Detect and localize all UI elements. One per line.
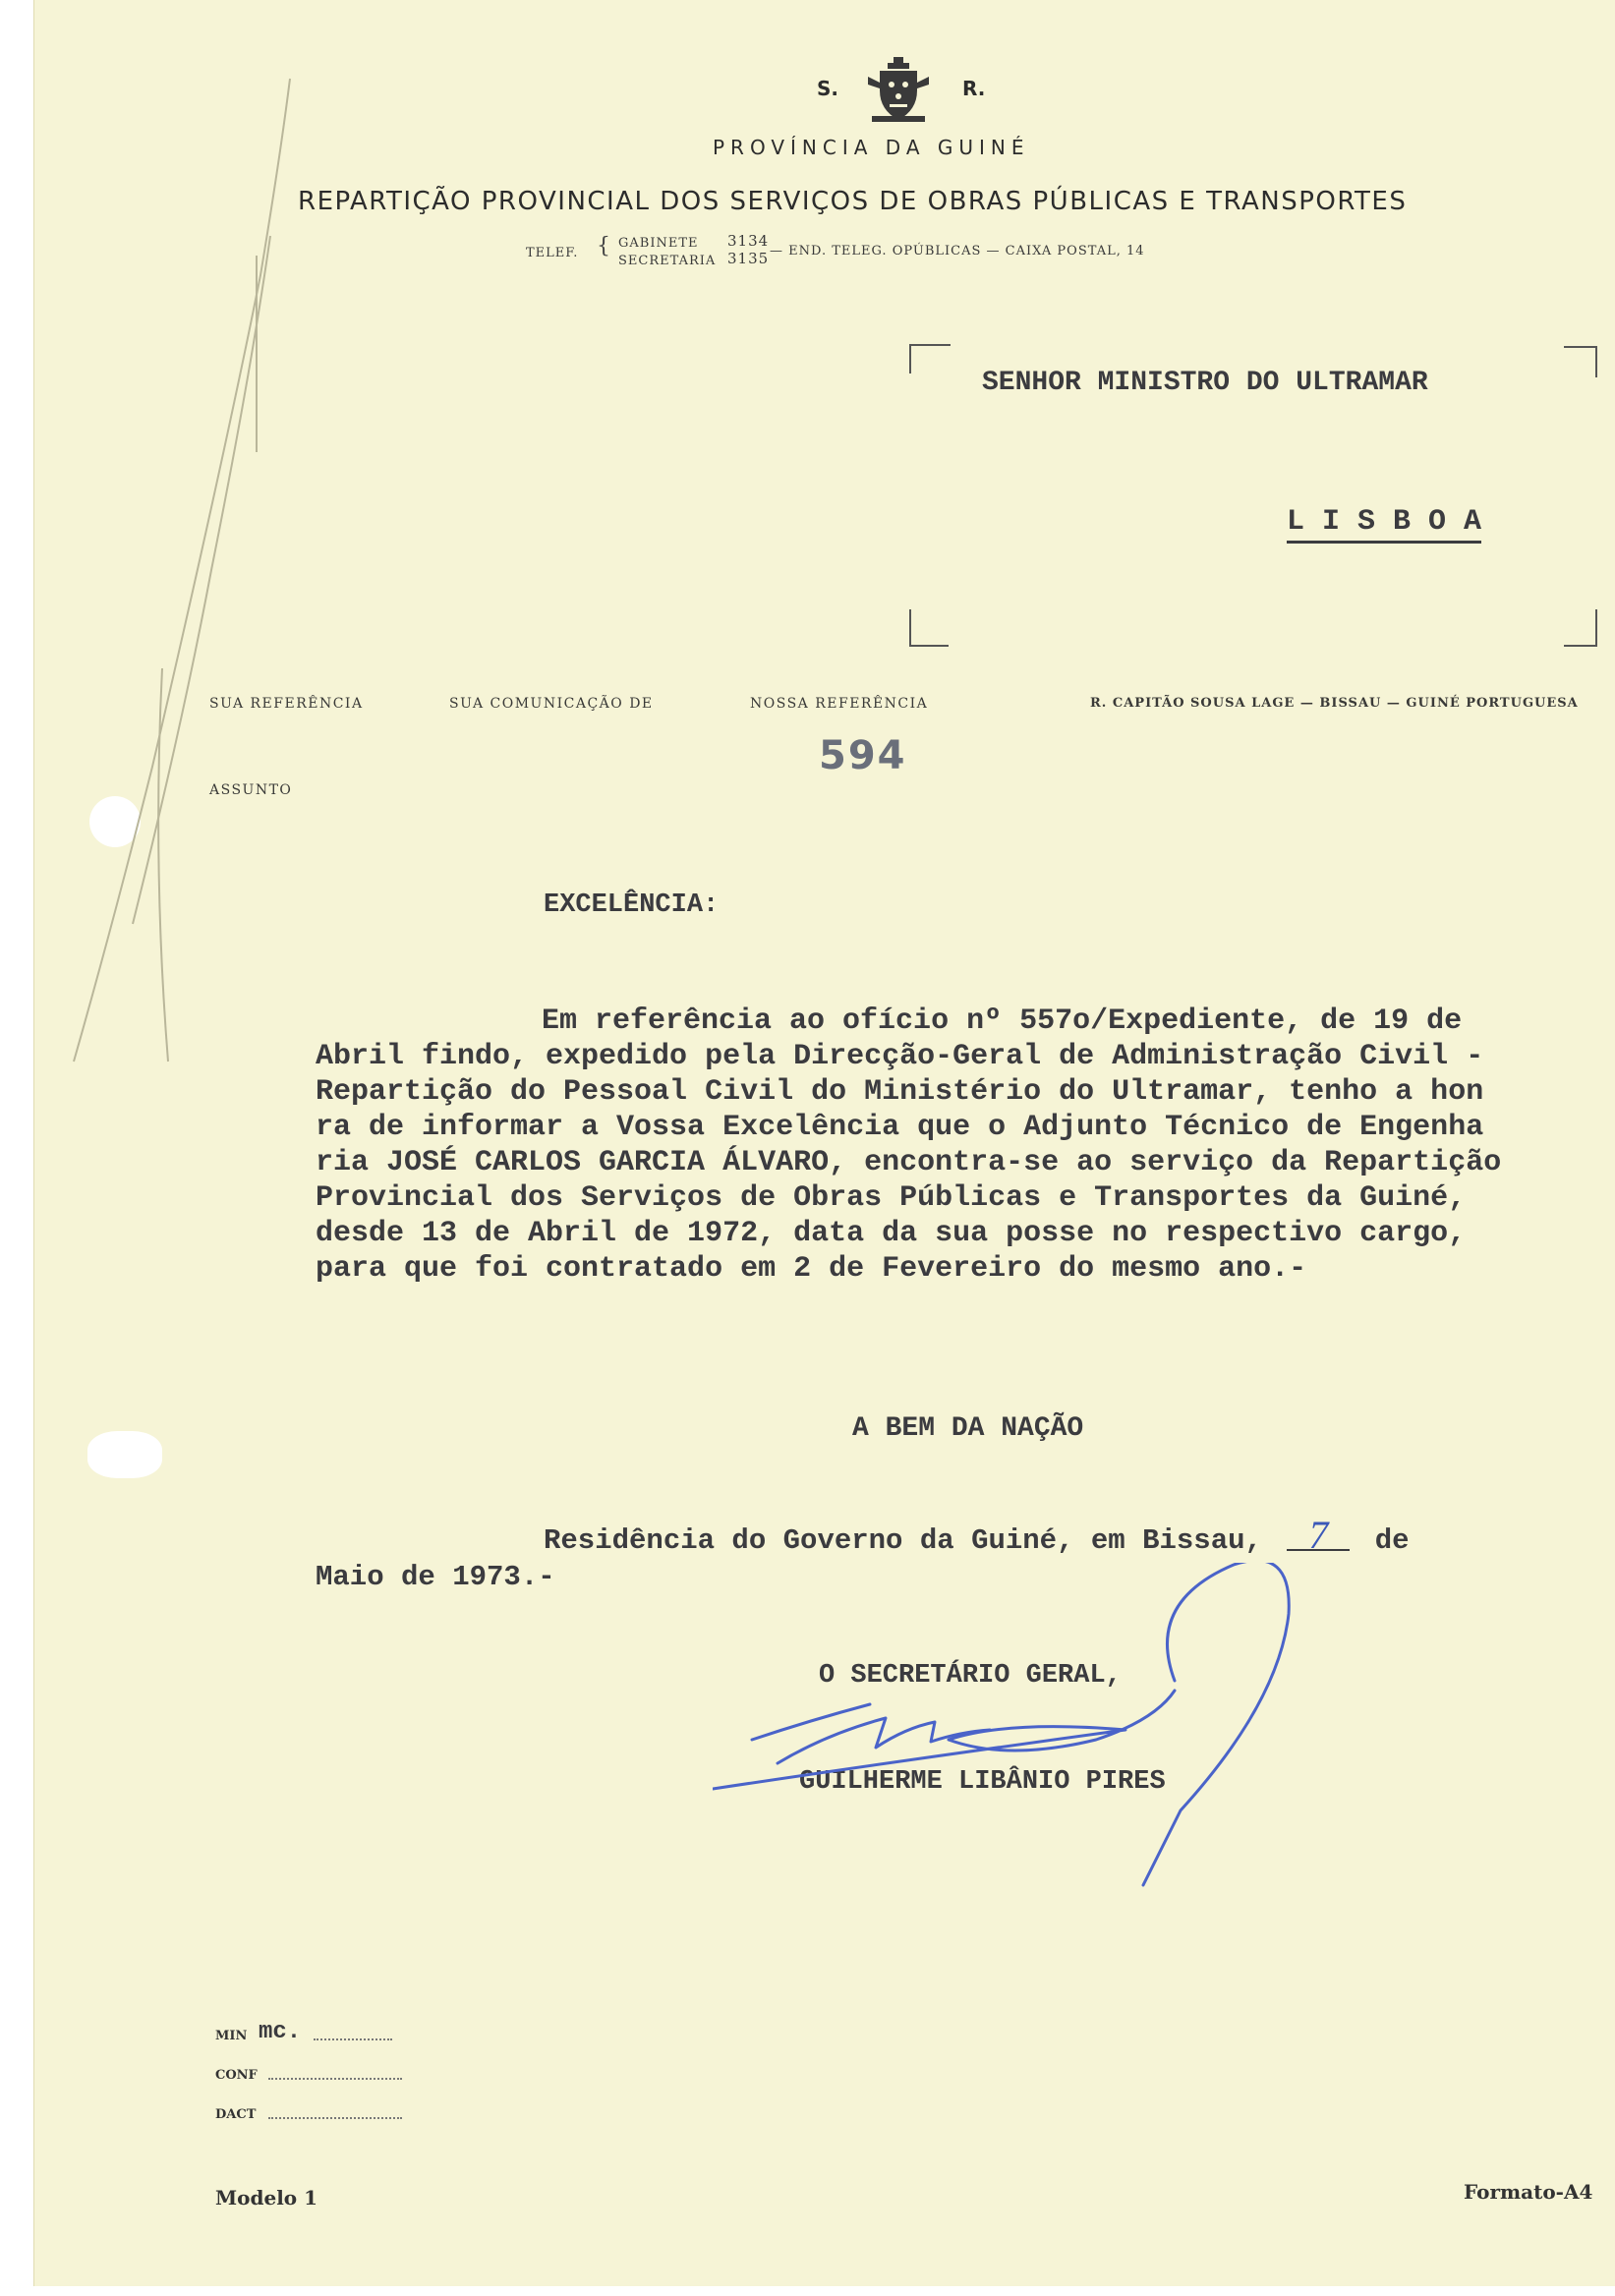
body-line: Abril findo, expedido pela Direcção-Geral de Administração Civil - xyxy=(316,1040,1484,1073)
address-corner-top-left xyxy=(909,344,951,373)
sua-comunicacao-label: SUA COMUNICAÇÃO DE xyxy=(449,696,654,712)
body-line: Repartição do Pessoal Civil do Ministério do Ultramar, tenho a hon xyxy=(316,1075,1484,1109)
body-line: Em referência ao ofício nº 557o/Expediente, de 19 de xyxy=(542,1004,1463,1038)
gabinete-number: 3134 xyxy=(727,232,770,250)
conf-dotted-line xyxy=(268,2078,402,2080)
salutation: EXCELÊNCIA: xyxy=(544,890,720,920)
date-line xyxy=(544,1513,1410,1557)
dact-label: DACT xyxy=(215,2107,257,2122)
address-corner-top-right xyxy=(1564,346,1597,377)
format-label: Formato-A4 xyxy=(1464,2180,1593,2204)
body-line: ria JOSÉ CARLOS GARCIA ÁLVARO, encontra-se ao serviço da Repartição xyxy=(316,1146,1502,1179)
punch-hole xyxy=(87,1431,162,1478)
closing-motto: A BEM DA NAÇÃO xyxy=(852,1413,1084,1444)
gabinete-label: GABINETE xyxy=(618,236,699,251)
date-place: Residência do Governo da Guiné, em Bissau, xyxy=(544,1524,1262,1557)
conf-label: CONF xyxy=(215,2068,258,2083)
sua-referencia-label: SUA REFERÊNCIA xyxy=(209,696,364,712)
secretaria-number: 3135 xyxy=(727,250,770,267)
body-line: Provincial dos Serviços de Obras Públicas e Transportes da Guiné, xyxy=(316,1181,1467,1215)
nossa-referencia-label: NOSSA REFERÊNCIA xyxy=(750,696,929,712)
min-value: mc. xyxy=(259,2019,302,2045)
body-line: desde 13 de Abril de 1972, data da sua posse no respectivo cargo, xyxy=(316,1217,1467,1250)
body-line: para que foi contratado em 2 de Fevereiro do mesmo ano.- xyxy=(316,1252,1307,1286)
min-label: MIN xyxy=(215,2029,248,2043)
date-month-year: Maio de 1973.- xyxy=(316,1561,555,1593)
address-corner-bottom-left xyxy=(909,609,949,647)
signer-name: GUILHERME LIBÂNIO PIRES xyxy=(799,1767,1166,1797)
paper-crease xyxy=(34,59,310,1081)
date-day-handwritten: 7 xyxy=(1287,1521,1350,1551)
province-heading: PROVÍNCIA DA GUINÉ xyxy=(713,136,1030,159)
telegraph-info: — END. TELEG. OPÚBLICAS — CAIXA POSTAL, 14 xyxy=(770,244,1145,258)
r-initial: R. xyxy=(962,77,986,100)
secretaria-label: SECRETARIA xyxy=(618,254,717,268)
min-dotted-line xyxy=(314,2038,392,2040)
recipient-line-2: L I S B O A xyxy=(1287,505,1481,544)
document-page xyxy=(33,0,1615,2286)
telef-label: TELEF. xyxy=(526,246,579,260)
recipient-line-1: SENHOR MINISTRO DO ULTRAMAR xyxy=(982,368,1428,398)
reference-number-stamp: 594 xyxy=(819,733,907,778)
sender-address: R. CAPITÃO SOUSA LAGE — BISSAU — GUINÉ PORTUGUESA xyxy=(1090,696,1579,711)
handwritten-signature xyxy=(713,1563,1420,1887)
dact-dotted-line xyxy=(268,2117,402,2119)
body-line: ra de informar a Vossa Excelência que o Adjunto Técnico de Engenha xyxy=(316,1111,1484,1144)
s-initial: S. xyxy=(817,77,839,100)
department-heading: REPARTIÇÃO PROVINCIAL DOS SERVIÇOS DE OBRAS PÚBLICAS E TRANSPORTES xyxy=(298,187,1408,216)
brace-icon: { xyxy=(597,234,611,258)
address-corner-bottom-right xyxy=(1564,609,1597,647)
assunto-label: ASSUNTO xyxy=(209,782,293,798)
date-de: de xyxy=(1374,1524,1410,1557)
signer-title: O SECRETÁRIO GERAL, xyxy=(819,1661,1122,1691)
coat-of-arms-icon xyxy=(866,55,931,128)
model-label: Modelo 1 xyxy=(215,2186,318,2210)
